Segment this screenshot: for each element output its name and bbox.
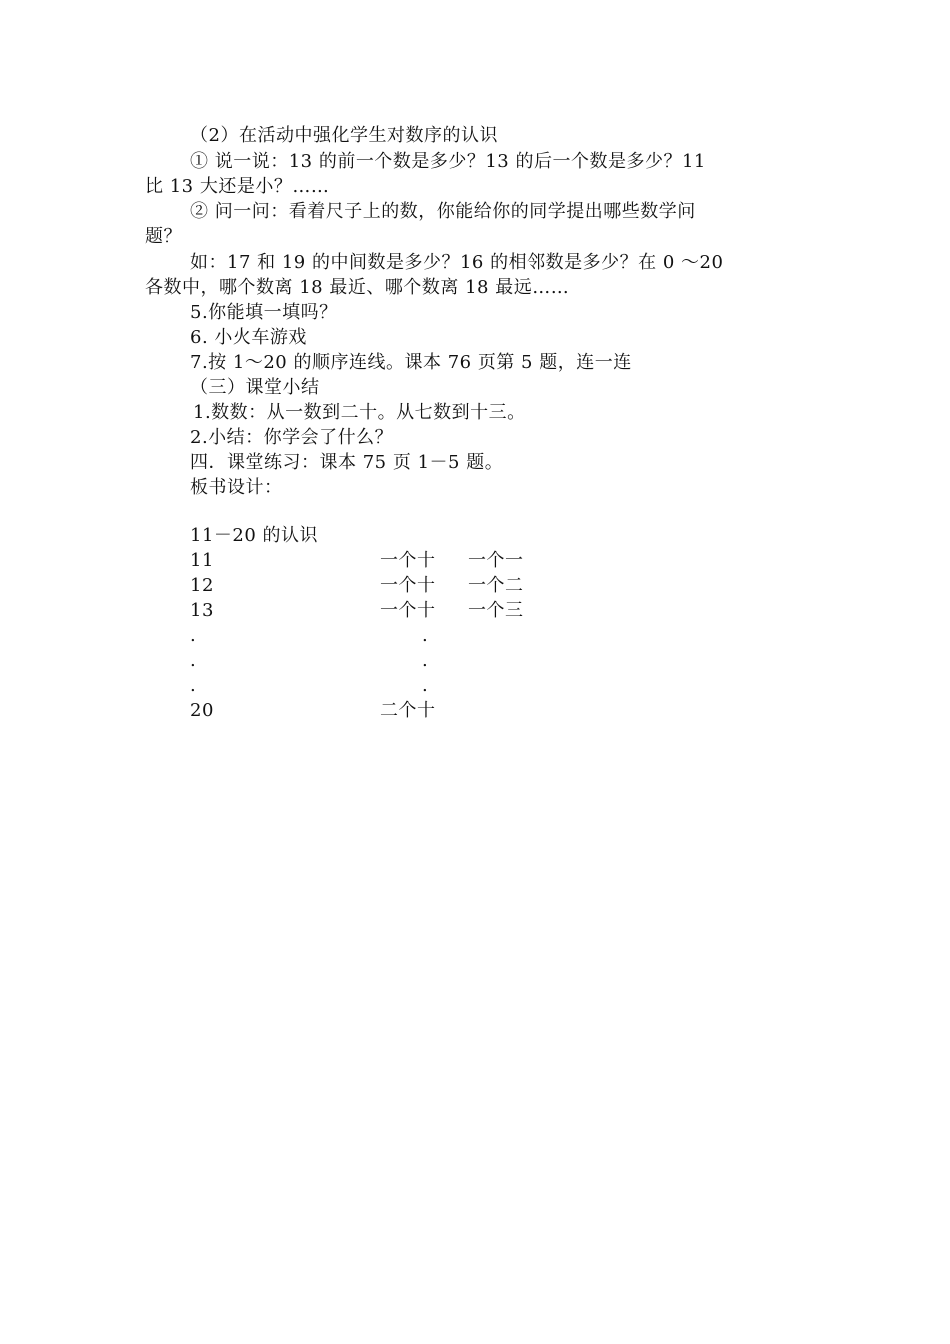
paragraph-line: 题？ [145, 226, 182, 247]
board-tens: 一个十 [380, 575, 436, 596]
board-number: 12 [190, 575, 214, 596]
board-number: 11 [190, 550, 214, 571]
board-ones: 一个三 [468, 600, 524, 621]
board-ellipsis-dot: . [190, 650, 197, 671]
board-ones: 一个一 [468, 550, 524, 571]
board-ones: 一个二 [468, 575, 524, 596]
board-title: 11－20 的认识 [190, 525, 319, 546]
section-heading-summary: （三）课堂小结 [190, 377, 320, 398]
board-ellipsis-dot: . [422, 625, 429, 646]
list-item: 2.小结：你学会了什么？ [190, 427, 394, 448]
board-tens: 一个十 [380, 550, 436, 571]
list-item: 1.数数：从一数到二十。从七数到十三。 [193, 402, 526, 423]
section-heading-activity: （2）在活动中强化学生对数序的认识 [190, 125, 498, 146]
list-item: 6. 小火车游戏 [190, 327, 307, 348]
board-number: 20 [190, 700, 214, 721]
section-heading-exercise: 四．课堂练习：课本 75 页 1－5 题。 [190, 452, 504, 473]
board-number: 13 [190, 600, 214, 621]
section-heading-board-design: 板书设计： [190, 477, 283, 498]
paragraph-line: 各数中，哪个数离 18 最近、哪个数离 18 最远…… [145, 277, 570, 298]
board-tens: 一个十 [380, 600, 436, 621]
board-ellipsis-dot: . [190, 625, 197, 646]
paragraph-line: 如：17 和 19 的中间数是多少？16 的相邻数是多少？在 0 ～20 [190, 252, 724, 273]
list-item: 7.按 1～20 的顺序连线。课本 76 页第 5 题，连一连 [190, 352, 632, 373]
board-ellipsis-dot: . [422, 650, 429, 671]
board-tens: 二个十 [380, 700, 436, 721]
board-ellipsis-dot: . [422, 675, 429, 696]
paragraph-line: 比 13 大还是小？…… [145, 176, 330, 197]
paragraph-line: ① 说一说：13 的前一个数是多少？13 的后一个数是多少？11 [190, 151, 706, 172]
paragraph-line: ② 问一问：看着尺子上的数，你能给你的同学提出哪些数学问 [190, 201, 696, 222]
board-ellipsis-dot: . [190, 675, 197, 696]
list-item: 5.你能填一填吗？ [190, 302, 338, 323]
